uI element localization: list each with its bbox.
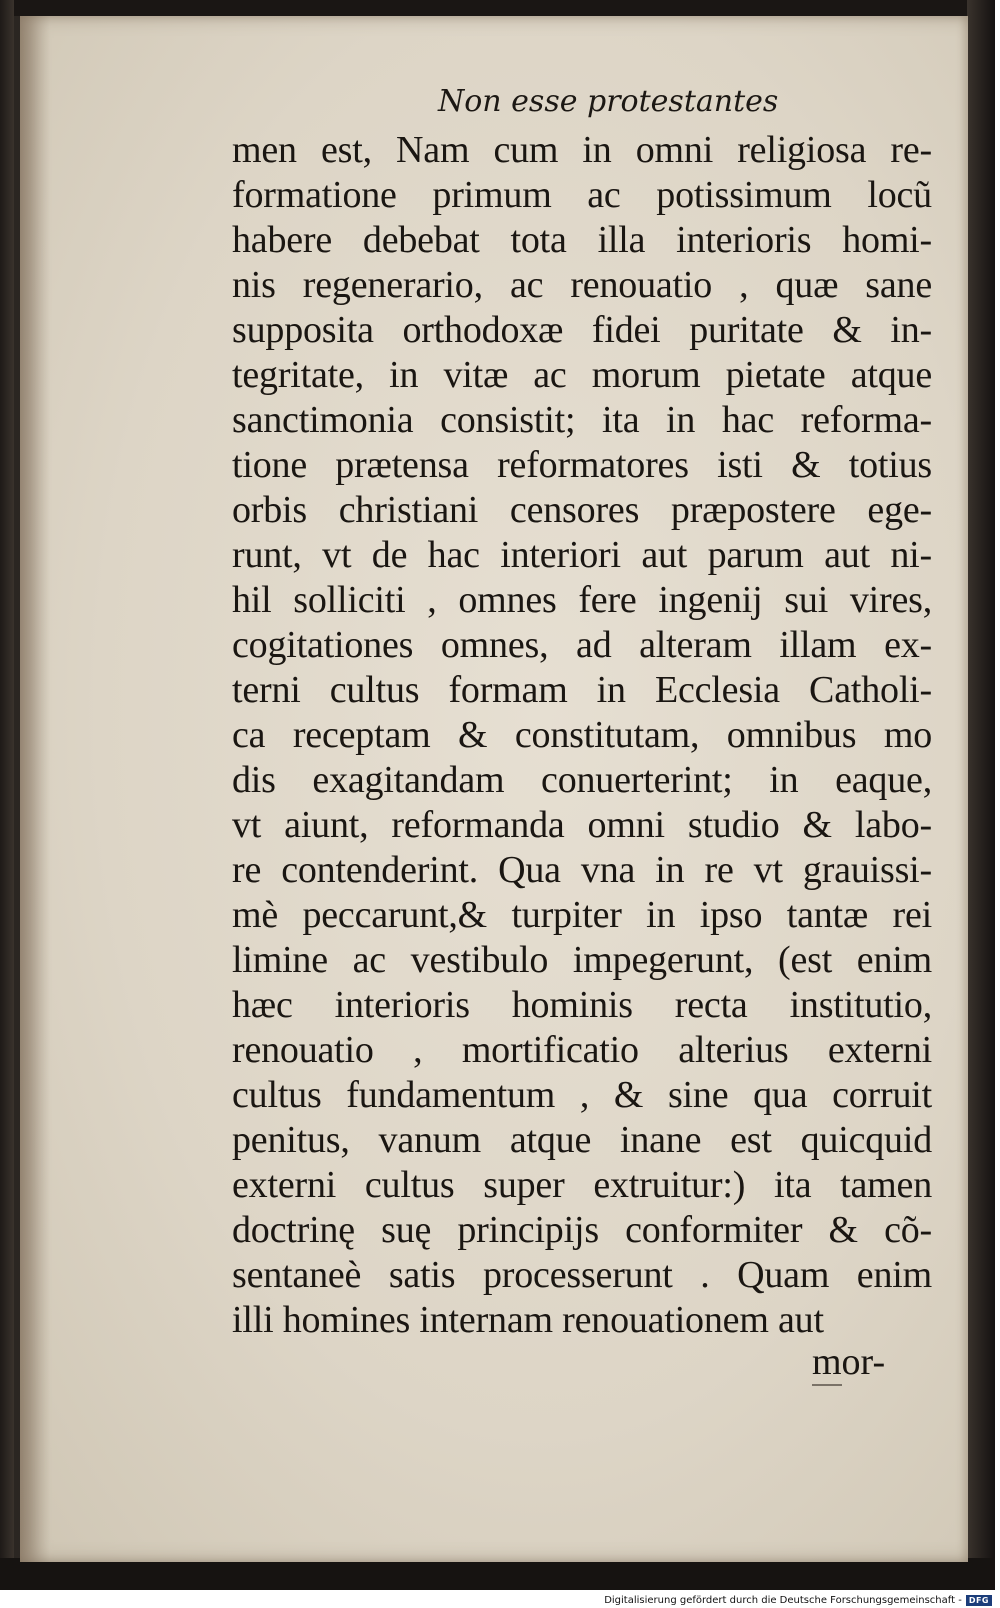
text-line: doctrinę suę principijs conformiter & cõ- — [232, 1209, 932, 1251]
text-line: illi homines internam renouationem aut — [232, 1299, 824, 1341]
text-line: ca receptam & constitutam, omnibus mo — [232, 714, 932, 756]
text-line: vt aiunt, reformanda omni studio & labo- — [232, 804, 932, 846]
text-line: hæc interioris hominis recta institutio, — [232, 984, 932, 1026]
text-line: renouatio , mortificatio alterius externi — [232, 1029, 932, 1071]
body-text — [232, 128, 932, 1343]
credit-text: Digitalisierung gefördert durch die Deutsche Forschungsgemeinschaft - — [604, 1595, 962, 1606]
text-line: sanctimonia consistit; ita in hac reforma- — [232, 399, 932, 441]
text-line: tegritate, in vitæ ac morum pietate atque — [232, 354, 932, 396]
text-line: hil solliciti , omnes fere ingenij sui vires, — [232, 579, 932, 621]
book-edge-top — [0, 0, 995, 16]
page-gutter-shadow — [20, 16, 50, 1562]
text-line: supposita orthodoxæ fidei puritate & in- — [232, 309, 932, 351]
catchword: mor- — [812, 1341, 886, 1383]
text-line: orbis christiani censores præpostere ege- — [232, 489, 932, 531]
dfg-logo: DFG — [966, 1595, 992, 1606]
text-line: tione prætensa reformatores isti & totius — [232, 444, 932, 486]
book-edge-bottom — [0, 1558, 995, 1590]
text-line: cultus fundamentum , & sine qua corruit — [232, 1074, 932, 1116]
text-line: terni cultus formam in Ecclesia Catholi- — [232, 669, 932, 711]
text-line: formatione primum ac potissimum locũ — [232, 174, 932, 216]
catchword-underline — [812, 1384, 842, 1386]
text-line: men est, Nam cum in omni religiosa re- — [232, 129, 932, 171]
text-line: sentaneè satis processerunt . Quam enim — [232, 1254, 932, 1296]
text-line: mè peccarunt,& turpiter in ipso tantæ rei — [232, 894, 932, 936]
text-line: cogitationes omnes, ad alteram illam ex- — [232, 624, 932, 666]
text-line: limine ac vestibulo impegerunt, (est enim — [232, 939, 932, 981]
text-line: dis exagitandam conuerterint; in eaque, — [232, 759, 932, 801]
text-line: runt, vt de hac interiori aut parum aut ni- — [232, 534, 932, 576]
book-edge-left — [0, 0, 14, 1590]
digitization-credit — [604, 1595, 992, 1606]
book-edge-right — [967, 0, 995, 1590]
text-line: habere debebat tota illa interioris homi- — [232, 219, 932, 261]
running-head: Non esse protestantes — [438, 84, 779, 119]
text-line: externi cultus super extruitur:) ita tamen — [232, 1164, 932, 1206]
text-line: re contenderint. Qua vna in re vt grauissi- — [232, 849, 932, 891]
text-line: nis regenerario, ac renouatio , quæ sane — [232, 264, 932, 306]
text-line: penitus, vanum atque inane est quicquid — [232, 1119, 932, 1161]
